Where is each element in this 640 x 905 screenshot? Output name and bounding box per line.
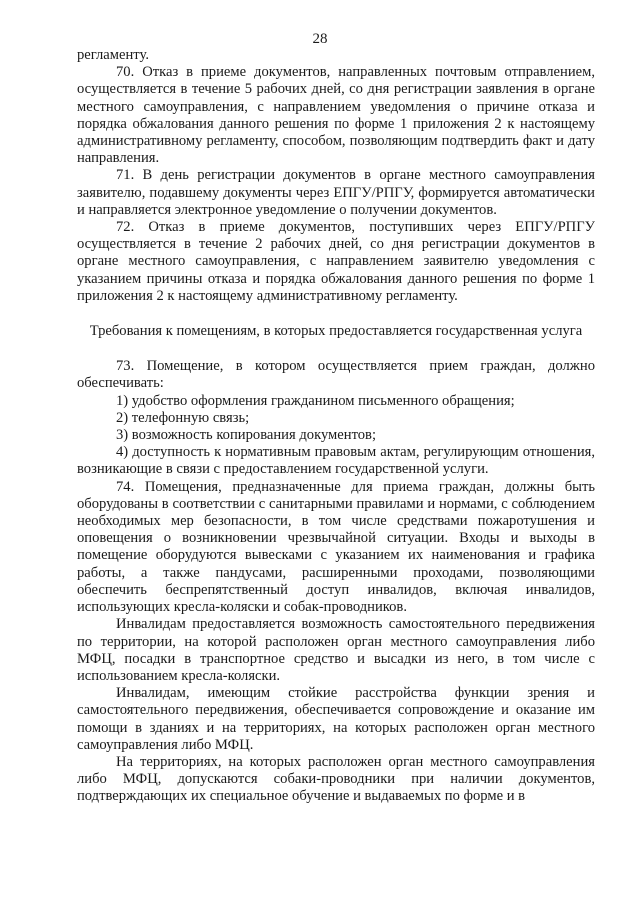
paragraph: На территориях, на которых расположен орган местного самоуправления либо МФЦ, допускаются собаки-проводники при наличии документов, подтверждающих их специальное обучение и выдаваемых по форме и в <box>77 753 595 805</box>
paragraph: Инвалидам предоставляется возможность самостоятельного передвижения по территории, на которой расположен орган местного самоуправления либо МФЦ, посадки в транспортное средство и высадки из него, в том числе с использованием кресла-коляски. <box>77 616 595 684</box>
paragraph: 74. Помещения, предназначенные для приема граждан, должны быть оборудованы в соответствии с санитарными правилами и нормами, с соблюдением необходимых мер безопасности, в том числе средствами пожаротушения и оповещения о возникновении чрезвычайной ситуации. Входы и выходы в помещение оборудуются вывесками с указанием их наименования и графика работы, а также пандусами, расширенными проходами, позволяющими обеспечить беспрепятственный доступ инвалидов, включая инвалидов, использующих кресла-коляски и собак-проводников. <box>77 478 595 616</box>
paragraph: 71. В день регистрации документов в органе местного самоуправления заявителю, подавшему документы через ЕПГУ/РПГУ, формируется автоматически и направляется электронное уведомление о получении документов. <box>77 167 595 218</box>
paragraph: 1) удобство оформления гражданином письменного обращения; <box>116 392 515 409</box>
page-number: 28 <box>312 31 328 47</box>
paragraph: 73. Помещение, в котором осуществляется прием граждан, должно обеспечивать: <box>77 358 595 392</box>
paragraph: 3) возможность копирования документов; <box>116 427 377 444</box>
paragraph: 72. Отказ в приеме документов, поступивших через ЕПГУ/РПГУ осуществляется в течение 2 рабочих дней, со дня регистрации документов в органе местного самоуправления, с направлением заявителю уведомления с указанием причины отказа и порядка обжалования данного решения по форме 1 приложения 2 к настоящему административному регламенту. <box>77 219 595 304</box>
paragraph: 2) телефонную связь; <box>116 409 250 426</box>
section-heading: Требования к помещениям, в которых предоставляется государственная услуга <box>89 323 583 340</box>
paragraph: 70. Отказ в приеме документов, направленных почтовым отправлением, осуществляется в течение 5 рабочих дней, со дня регистрации заявления в органе местного самоуправления, с направлением уведомления о причине отказа и порядка обжалования данного решения по форме 1 приложения 2 к настоящему административному регламенту, способом, позволяющим подтвердить факт и дату направления. <box>77 64 595 167</box>
paragraph: регламенту. <box>77 47 149 63</box>
paragraph: 4) доступность к нормативным правовым актам, регулирующим отношения, возникающие в связи с предоставлением государственной услуги. <box>77 444 595 478</box>
document-body <box>77 47 595 806</box>
paragraph: Инвалидам, имеющим стойкие расстройства функции зрения и самостоятельного передвижения, обеспечивается сопровождение и оказание им помощи в зданиях и на территориях, на которых расположен орган местного самоуправления либо МФЦ. <box>77 685 595 753</box>
